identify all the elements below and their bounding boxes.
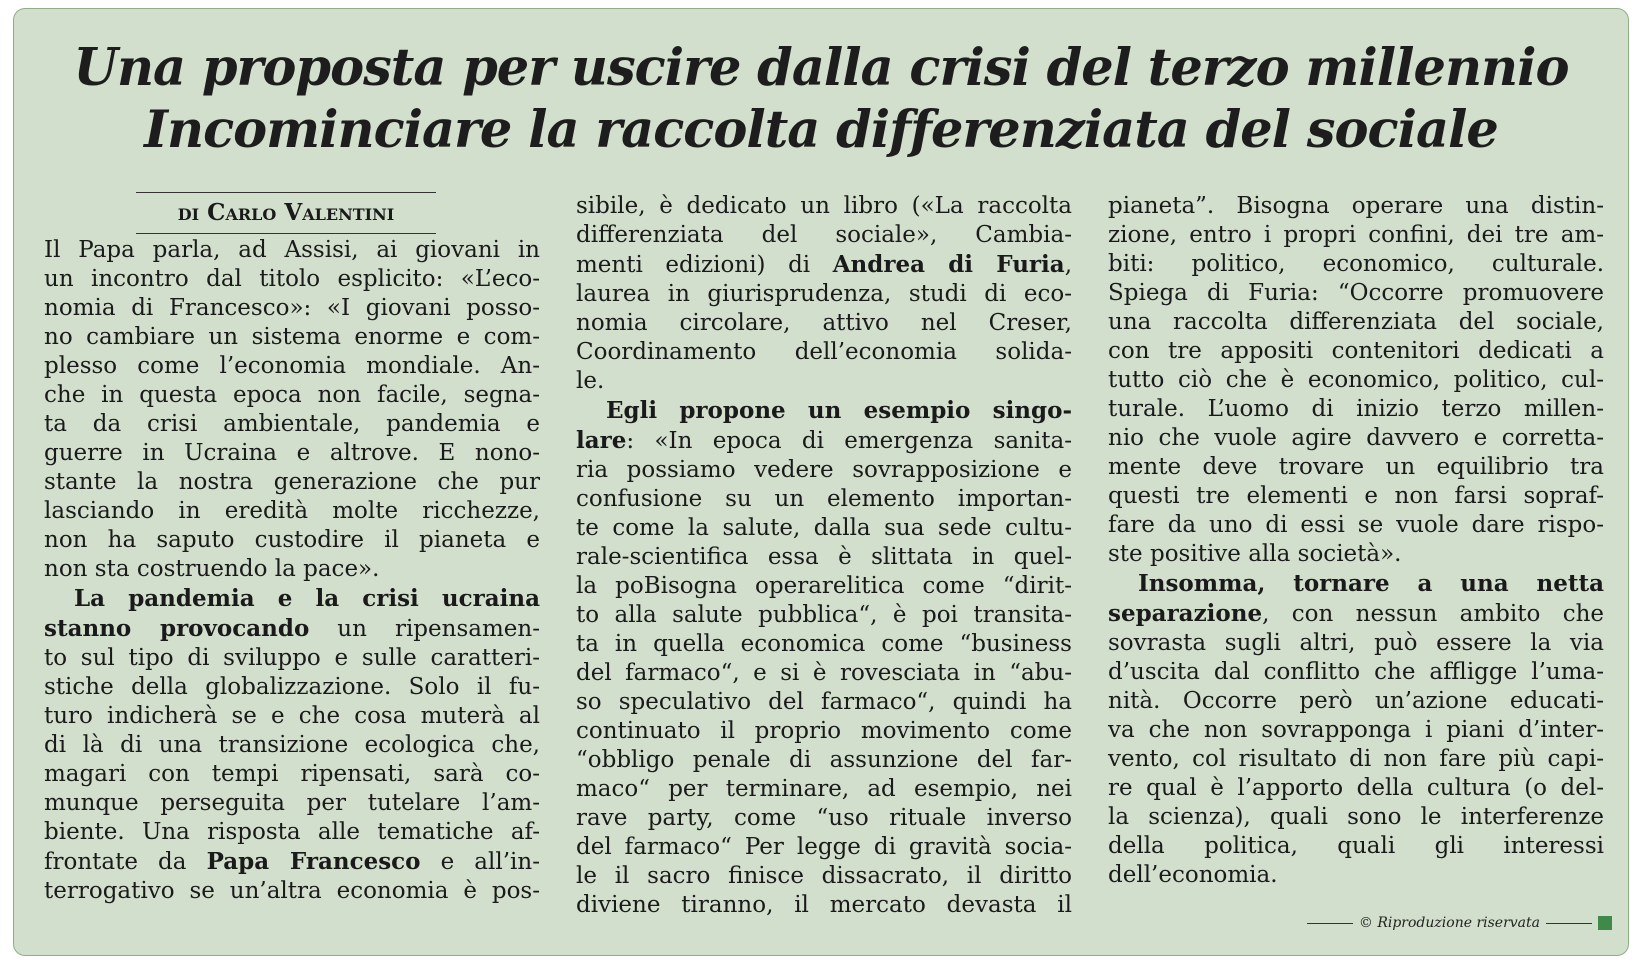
col1-line: lasciando in eredità molte ricchezze,: [44, 498, 540, 524]
col3-line: biti: politico, economico, culturale.: [1108, 251, 1604, 277]
col2-line: confusione su un elemento importan-: [576, 486, 1072, 512]
col2-text: : «In epoca di emergenza sanita-: [626, 428, 1072, 454]
col2-paragraph-1: [576, 221, 1072, 250]
col1-line: non ha saputo custodire il pianeta e: [44, 527, 540, 553]
col3-line: con tre appositi contenitori dedicati a: [1108, 338, 1604, 364]
copyright-footer: [1307, 915, 1612, 931]
col1-line: no cambiare un sistema enorme e com-: [44, 324, 540, 350]
col1-line: guerre in Ucraina e altrove. E nono-: [44, 440, 540, 466]
col1-line: to sul tipo di sviluppo e sulle caratteri-: [44, 645, 540, 671]
col2-line: to alla salute pubblica“, è poi transita-: [576, 602, 1072, 628]
col3-line: re qual è l’apporto della cultura (o del-: [1108, 775, 1604, 801]
headline: [14, 37, 1628, 161]
col3-bold-lead-1: Insomma, tornare a una netta: [1138, 570, 1604, 597]
col2-line: te come la salute, dalla sua sede cultu-: [576, 515, 1072, 541]
col3-line: della politica, quali gli interessi: [1108, 833, 1604, 859]
column-1: [44, 192, 540, 906]
col3-line: questi tre elementi e non farsi sopraf-: [1108, 483, 1604, 509]
col1-line: un incontro dal titolo esplicito: «L’eco-: [44, 266, 540, 292]
col1-line: che in questa epoca non facile, segna-: [44, 382, 540, 408]
col1-paragraph-2-line: terrogativo se un’altra economia è pos-: [44, 878, 540, 904]
col1-line: munque perseguita per tutelare l’am-: [44, 790, 540, 816]
col2-bold-name: Andrea di Furia: [832, 251, 1065, 278]
col3-paragraph-1: [1108, 192, 1604, 540]
col3-line: dell’economia.: [1108, 862, 1278, 888]
col1-bold-lead-1: La pandemia e la crisi ucraina: [74, 585, 540, 612]
col2-paragraph-1-rest: [576, 280, 1072, 367]
col3-line: zione, entro i propri confini, dei tre am-: [1108, 222, 1604, 248]
col3-line: ste positive alla società».: [1108, 541, 1402, 567]
col3-line: nità. Occorre però un’azione educati-: [1108, 688, 1604, 714]
col1-line: di là di una transizione ecologica che,: [44, 732, 540, 758]
article-box: [13, 8, 1629, 956]
col1-line: stiche della globalizzazione. Solo il fu-: [44, 674, 540, 700]
col2-text: menti edizioni) di: [576, 252, 833, 278]
col1-line: turo indicherà se e che cosa muterà al: [44, 703, 540, 729]
col2-line: del farmaco“, e si è rovesciata in “abu-: [576, 660, 1072, 686]
headline-line-1: Una proposta per uscire dalla crisi del terzo millennio: [73, 38, 1569, 98]
col2-line: la poBisogna operarelitica come “dirit-: [576, 573, 1072, 599]
col2-line: ria possiamo vedere sovrapposizione e: [576, 457, 1072, 483]
col3-line: pianeta”. Bisogna operare una distin-: [1108, 193, 1604, 219]
col2-line: [576, 426, 1072, 456]
col3-line: vento, col risultato di non fare più capi-: [1108, 746, 1604, 772]
byline: di Carlo Valentini: [136, 192, 436, 234]
col1-paragraph-2-line: [44, 614, 540, 644]
col3-line: una raccolta differenziata del sociale,: [1108, 309, 1604, 335]
col2-line: rave party, come “uso rituale inverso: [576, 805, 1072, 831]
col2-line: laurea in giurisprudenza, studi di eco-: [576, 281, 1072, 307]
col2-line: [576, 250, 1072, 280]
copyright-text: © Riproduzione riservata: [1358, 915, 1540, 931]
col1-paragraph-2-line: [44, 847, 540, 877]
col3-line: nio che vuole agire davvero e corretta-: [1108, 425, 1604, 451]
byline-box: [136, 192, 436, 234]
col2-line: so speculativo del farmaco“, quindi ha: [576, 689, 1072, 715]
end-square-icon: [1598, 916, 1612, 930]
col3-line: va che non sovrapponga i piani d’inter-: [1108, 717, 1604, 743]
col1-line: nomia di Francesco»: «I giovani posso-: [44, 295, 540, 321]
footer-rule-left: [1307, 923, 1353, 924]
col1-paragraph-2-lead: [44, 584, 540, 614]
col1-line: magari con tempi ripensati, sarà co-: [44, 761, 540, 787]
col1-paragraph-1: [44, 236, 540, 584]
col3-line: tutto ciò che è economico, politico, cul-: [1108, 367, 1604, 393]
col3-bold-lead-2: separazione: [1108, 600, 1263, 627]
col3-paragraph-2-body: [1108, 629, 1604, 861]
col1-paragraph-2-body: [44, 644, 540, 847]
col1-line: ta da crisi ambientale, pandemia e: [44, 411, 540, 437]
col2-line: sibile, è dedicato un libro («La raccolta: [576, 193, 1072, 219]
col3-line: [1108, 599, 1604, 629]
col3-line: Spiega di Furia: “Occorre promuovere: [1108, 280, 1604, 306]
col2-line: ta in quella economica come “business: [576, 631, 1072, 657]
col2-line: differenziata del sociale», Cambia-: [576, 222, 1072, 248]
column-2: [576, 192, 1072, 920]
col2-line: continuato il proprio movimento come: [576, 718, 1072, 744]
col3-line: la scienza), quali sono le interferenze: [1108, 804, 1604, 830]
col2-line: nomia circolare, attivo nel Creser,: [576, 310, 1072, 336]
footer-rule-right: [1546, 923, 1592, 924]
col1-line: Il Papa parla, ad Assisi, ai giovani in: [44, 237, 540, 263]
col2-line: diviene tiranno, il mercato devasta il: [576, 892, 1072, 918]
col3-line: sovrasta sugli altri, può essere la via: [1108, 630, 1604, 656]
col1-bold-lead-2: stanno provocando: [44, 615, 310, 642]
col2-line: del farmaco“ Per legge di gravità socia-: [576, 834, 1072, 860]
col2-line: “obbligo penale di assunzione del far-: [576, 747, 1072, 773]
col2-paragraph-2-lead: [576, 396, 1072, 426]
col3-line: d’uscita dal conflitto che affligge l’uma-: [1108, 659, 1604, 685]
col2-paragraph-2-body: [576, 456, 1072, 920]
col3-line: fare da uno di essi se vuole dare rispo-: [1108, 512, 1604, 538]
col1-text: un ripensamen-: [309, 616, 540, 642]
col2-line: rale-scientifica essa è slittata in quel-: [576, 544, 1072, 570]
col1-line: plesso come l’economia mondiale. An-: [44, 353, 540, 379]
col2-line: le il sacro finisce dissacrato, il diritto: [576, 863, 1072, 889]
col1-text: frontate da: [44, 849, 207, 875]
col3-line: turale. L’uomo di inizio terzo millen-: [1108, 396, 1604, 422]
col2-line: le.: [576, 368, 605, 394]
col1-text: e all’in-: [420, 849, 540, 875]
col2-bold-lead-2: lare: [576, 427, 627, 454]
col3-text: , con nessun ambito che: [1262, 601, 1604, 627]
col2-bold-lead-1: Egli propone un esempio singo-: [606, 397, 1072, 424]
col1-line: non sta costruendo la pace».: [44, 556, 380, 582]
col2-line: Coordinamento dell’economia solida-: [576, 339, 1072, 365]
col2-line: maco“ per terminare, ad esempio, nei: [576, 776, 1072, 802]
col1-line: stante la nostra generazione che pur: [44, 469, 540, 495]
col3-line: mente deve trovare un equilibrio tra: [1108, 454, 1604, 480]
col1-line: biente. Una risposta alle tematiche af-: [44, 819, 540, 845]
headline-line-2: Incominciare la raccolta differenziata del sociale: [144, 100, 1498, 160]
col1-bold-name: Papa Francesco: [206, 848, 421, 875]
col3-paragraph-2-lead: [1108, 569, 1604, 599]
col2-text: ,: [1064, 252, 1072, 278]
column-3: [1108, 192, 1604, 890]
